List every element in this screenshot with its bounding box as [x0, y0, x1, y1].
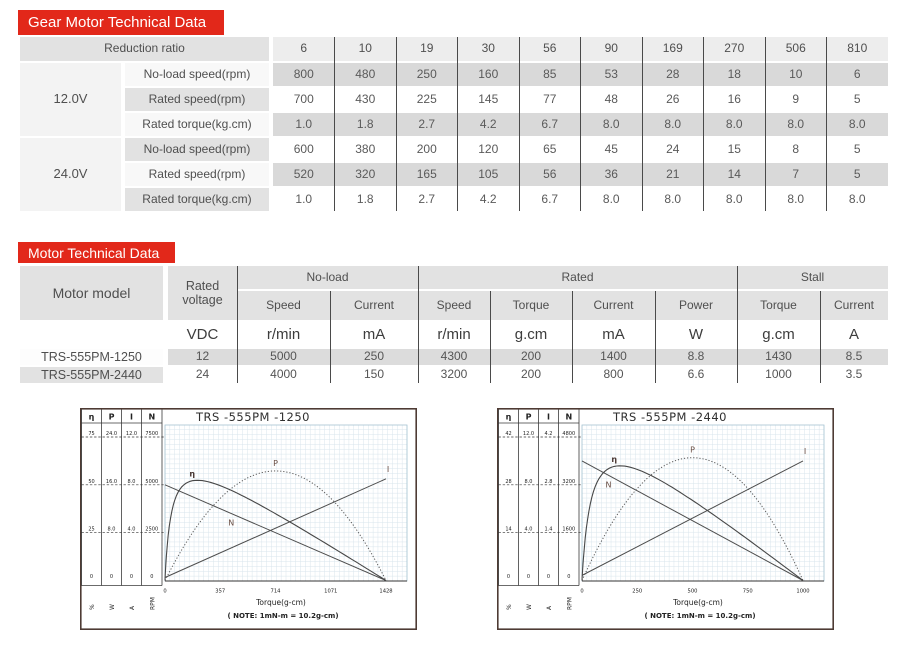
mini-table-header: P [525, 412, 532, 422]
row-label: Rated speed(rpm) [125, 88, 269, 111]
data-cell: 165 [396, 163, 458, 186]
x-axis-tick: 1428 [379, 588, 393, 595]
unit-cell: g.cm [490, 322, 572, 347]
unit-cell: g.cm [737, 322, 820, 347]
data-cell: 2.7 [396, 113, 458, 136]
column-divider-line [642, 37, 643, 211]
data-cell: 15 [704, 138, 766, 161]
sub-header: Power [655, 291, 737, 320]
mini-table-value: 0 [109, 574, 114, 580]
column-divider-line [703, 37, 704, 211]
sub-header: Current [572, 291, 655, 320]
data-cell: 1400 [572, 349, 655, 365]
unit-cell: mA [572, 322, 655, 347]
motor-section-title: Motor Technical Data [28, 244, 160, 261]
sub-header: Torque [737, 291, 820, 320]
reduction-ratio-value: 506 [765, 37, 827, 61]
axis-unit-label: % [89, 604, 96, 610]
row-label: Rated speed(rpm) [125, 163, 269, 186]
column-divider-line [655, 291, 656, 383]
data-cell: 8.0 [704, 113, 766, 136]
reduction-ratio-value: 10 [335, 37, 397, 61]
data-cell: 56 [519, 163, 581, 186]
mini-table-value: 8.0 [107, 526, 116, 533]
data-cell: 2.7 [396, 188, 458, 211]
x-axis-tick: 0 [580, 588, 584, 595]
data-cell: 150 [330, 367, 418, 383]
motor-model-header: Motor model [20, 266, 163, 320]
curve-label-current: I [803, 446, 807, 456]
column-divider-line [418, 266, 419, 383]
unit-cell: r/min [237, 322, 330, 347]
data-cell: 6.7 [519, 188, 581, 211]
sub-header: Current [330, 291, 418, 320]
motor-model-cell: TRS-555PM-1250 [20, 349, 163, 365]
column-divider-line [237, 266, 238, 383]
x-axis-tick: 500 [687, 588, 698, 595]
data-cell: 26 [642, 88, 704, 111]
data-cell: 24 [642, 138, 704, 161]
axis-unit-label: A [129, 605, 136, 610]
data-cell: 16 [704, 88, 766, 111]
mini-table-value: 0 [526, 574, 531, 580]
chart-note: ( NOTE: 1mN-m = 10.2g-cm) [644, 612, 756, 620]
x-axis-tick: 750 [742, 588, 753, 595]
curve-label-speed: N [228, 518, 235, 528]
mini-table-header: η [88, 412, 95, 422]
data-cell: 520 [273, 163, 335, 186]
mini-table-value: 4.0 [127, 526, 136, 533]
mini-table-value: 12.0 [522, 431, 535, 437]
x-axis-tick: 250 [632, 588, 643, 595]
axis-unit-label: RPM [566, 597, 574, 610]
data-cell: 10 [765, 63, 827, 86]
row-label: No-load speed(rpm) [125, 63, 269, 86]
column-divider-line [330, 291, 331, 383]
data-cell: 1000 [737, 367, 820, 383]
data-cell: 65 [519, 138, 581, 161]
column-divider-line [765, 37, 766, 211]
column-divider-line [519, 37, 520, 211]
data-cell: 8.0 [581, 188, 643, 211]
data-cell: 145 [458, 88, 520, 111]
data-cell: 5 [827, 88, 889, 111]
curve-label-power: P [273, 458, 278, 468]
data-cell: 250 [396, 63, 458, 86]
data-cell: 8.0 [642, 113, 704, 136]
mini-table-header: N [148, 412, 156, 422]
row-label: Rated torque(kg.cm) [125, 113, 269, 136]
mini-table-value: 25 [88, 526, 95, 533]
curve-label-eta: η [189, 469, 196, 479]
data-cell: 18 [704, 63, 766, 86]
curve-label-speed: N [605, 480, 612, 490]
data-cell: 5 [827, 138, 889, 161]
chart-svg-2440 [497, 408, 834, 630]
axis-unit-label: RPM [149, 597, 157, 610]
mini-table-value: 14 [505, 526, 512, 533]
mini-table-value: 4800 [562, 431, 576, 437]
mini-table-header: N [565, 412, 573, 422]
axis-unit-label: % [506, 604, 513, 610]
mini-table-value: 24.0 [105, 431, 118, 437]
data-cell: 8.0 [704, 188, 766, 211]
mini-table-value: 1.4 [544, 526, 553, 533]
data-cell: 6 [827, 63, 889, 86]
motor-section-label [18, 242, 175, 263]
mini-table-value: 7500 [145, 431, 159, 437]
chart-title: TRS -555PM -1250 [196, 410, 310, 424]
mini-table-value: 8.0 [127, 478, 136, 485]
sub-header: Current [820, 291, 888, 320]
data-cell: 21 [642, 163, 704, 186]
row-label: No-load speed(rpm) [125, 138, 269, 161]
reduction-ratio-value: 169 [642, 37, 704, 61]
column-divider-line [396, 37, 397, 211]
column-divider-line [334, 37, 335, 211]
mini-table-value: 1600 [562, 526, 576, 533]
mini-table-value: 3200 [562, 478, 576, 485]
mini-table-value: 16.0 [105, 478, 118, 485]
data-cell: 4300 [418, 349, 490, 365]
column-divider-line [580, 37, 581, 211]
data-cell: 45 [581, 138, 643, 161]
data-cell: 14 [704, 163, 766, 186]
data-cell: 8 [765, 138, 827, 161]
sub-header: Speed [237, 291, 330, 320]
data-cell: 8.0 [827, 113, 889, 136]
data-cell: 8.0 [765, 188, 827, 211]
data-cell: 3200 [418, 367, 490, 383]
data-cell: 1.8 [335, 188, 397, 211]
data-cell: 105 [458, 163, 520, 186]
unit-cell: A [820, 322, 888, 347]
data-cell: 120 [458, 138, 520, 161]
data-cell: 8.0 [642, 188, 704, 211]
mini-table-value: 50 [88, 478, 95, 485]
data-cell: 1430 [737, 349, 820, 365]
data-cell: 7 [765, 163, 827, 186]
gear-motor-section-title: Gear Motor Technical Data [28, 14, 207, 31]
mini-table-value: 75 [88, 431, 95, 437]
data-cell: 6.7 [519, 113, 581, 136]
column-divider-line [457, 37, 458, 211]
axis-unit-label: A [546, 605, 553, 610]
mini-table-header: P [108, 412, 115, 422]
data-cell: 1.8 [335, 113, 397, 136]
data-cell: 48 [581, 88, 643, 111]
unit-cell: mA [330, 322, 418, 347]
reduction-ratio-value: 30 [458, 37, 520, 61]
mini-table-header: I [130, 412, 133, 422]
sub-header: Torque [490, 291, 572, 320]
x-axis-tick: 0 [163, 588, 167, 595]
x-axis-tick: 1071 [324, 588, 338, 595]
data-cell: 800 [572, 367, 655, 383]
reduction-ratio-value: 270 [704, 37, 766, 61]
data-cell: 200 [490, 367, 572, 383]
mini-table-value: 8.0 [524, 478, 533, 485]
data-cell: 28 [642, 63, 704, 86]
column-divider-line [572, 291, 573, 383]
data-cell: 8.0 [827, 188, 889, 211]
reduction-ratio-value: 56 [519, 37, 581, 61]
reduction-ratio-value: 6 [273, 37, 335, 61]
reduction-ratio-header: Reduction ratio [20, 37, 269, 61]
mini-table-header: η [505, 412, 512, 422]
mini-table-value: 5000 [145, 478, 159, 485]
mini-table-header: I [547, 412, 550, 422]
data-cell: 700 [273, 88, 335, 111]
unit-cell: VDC [168, 322, 237, 347]
column-divider-line [490, 291, 491, 383]
data-cell: 480 [335, 63, 397, 86]
data-cell: 12 [168, 349, 237, 365]
mini-table-value: 0 [506, 574, 511, 580]
mini-table-value: 4.2 [544, 431, 553, 437]
row-label: Rated torque(kg.cm) [125, 188, 269, 211]
data-cell: 36 [581, 163, 643, 186]
sub-header: Speed [418, 291, 490, 320]
axis-unit-label: W [526, 604, 533, 610]
x-axis-tick: 1000 [796, 588, 810, 595]
mini-table-value: 0 [567, 574, 571, 580]
mini-table-value: 42 [505, 431, 512, 437]
motor-table [20, 266, 888, 383]
data-cell: 5000 [237, 349, 330, 365]
reduction-ratio-value: 19 [396, 37, 458, 61]
performance-chart-2440 [497, 408, 834, 635]
mini-table-value: 0 [129, 574, 134, 580]
data-cell: 800 [273, 63, 335, 86]
data-cell: 3.5 [820, 367, 888, 383]
curve-label-current: I [386, 464, 390, 474]
group-header: No-load [237, 266, 418, 289]
data-cell: 8.0 [581, 113, 643, 136]
x-axis-title: Torque(g-cm) [256, 598, 306, 607]
voltage-cell: 24.0V [20, 138, 121, 211]
mini-table-value: 28 [505, 478, 512, 485]
data-cell: 250 [330, 349, 418, 365]
column-divider-line [820, 291, 821, 383]
mini-table-value: 12.0 [125, 431, 138, 437]
data-cell: 77 [519, 88, 581, 111]
data-cell: 600 [273, 138, 335, 161]
mini-table-value: 0 [546, 574, 551, 580]
x-axis-title: Torque(g-cm) [673, 598, 723, 607]
reduction-ratio-value: 90 [581, 37, 643, 61]
curve-label-eta: η [611, 454, 618, 464]
group-header: Rated [418, 266, 737, 289]
data-cell: 430 [335, 88, 397, 111]
data-cell: 4000 [237, 367, 330, 383]
voltage-cell: 12.0V [20, 63, 121, 136]
data-cell: 225 [396, 88, 458, 111]
mini-table-value: 2.8 [544, 478, 553, 485]
data-cell: 200 [396, 138, 458, 161]
unit-cell: W [655, 322, 737, 347]
data-cell: 8.5 [820, 349, 888, 365]
x-axis-tick: 714 [270, 588, 281, 595]
data-cell: 9 [765, 88, 827, 111]
chart-svg-1250 [80, 408, 417, 630]
data-cell: 4.2 [458, 188, 520, 211]
mini-table-value: 4.0 [524, 526, 533, 533]
mini-table-value: 0 [89, 574, 94, 580]
mini-table-value: 2500 [145, 526, 159, 533]
data-cell: 8.8 [655, 349, 737, 365]
rated-voltage-header: Rated voltage [168, 266, 237, 320]
unit-cell: r/min [418, 322, 490, 347]
data-cell: 6.6 [655, 367, 737, 383]
x-axis-tick: 357 [215, 588, 226, 595]
mini-table-value: 0 [150, 574, 154, 580]
column-divider-line [737, 266, 738, 383]
reduction-ratio-value: 810 [827, 37, 889, 61]
data-cell: 85 [519, 63, 581, 86]
data-cell: 200 [490, 349, 572, 365]
motor-model-cell: TRS-555PM-2440 [20, 367, 163, 383]
data-cell: 380 [335, 138, 397, 161]
column-divider-line [826, 37, 827, 211]
chart-title: TRS -555PM -2440 [613, 410, 727, 424]
curve-label-power: P [690, 445, 695, 455]
gear-motor-section-label [18, 10, 224, 35]
data-cell: 1.0 [273, 188, 335, 211]
data-cell: 8.0 [765, 113, 827, 136]
data-cell: 320 [335, 163, 397, 186]
data-cell: 4.2 [458, 113, 520, 136]
data-cell: 160 [458, 63, 520, 86]
group-header: Stall [737, 266, 888, 289]
data-cell: 24 [168, 367, 237, 383]
data-cell: 53 [581, 63, 643, 86]
chart-note: ( NOTE: 1mN-m = 10.2g-cm) [227, 612, 339, 620]
gear-motor-table [20, 37, 888, 211]
data-cell: 5 [827, 163, 889, 186]
performance-chart-1250 [80, 408, 417, 635]
data-cell: 1.0 [273, 113, 335, 136]
axis-unit-label: W [109, 604, 116, 610]
